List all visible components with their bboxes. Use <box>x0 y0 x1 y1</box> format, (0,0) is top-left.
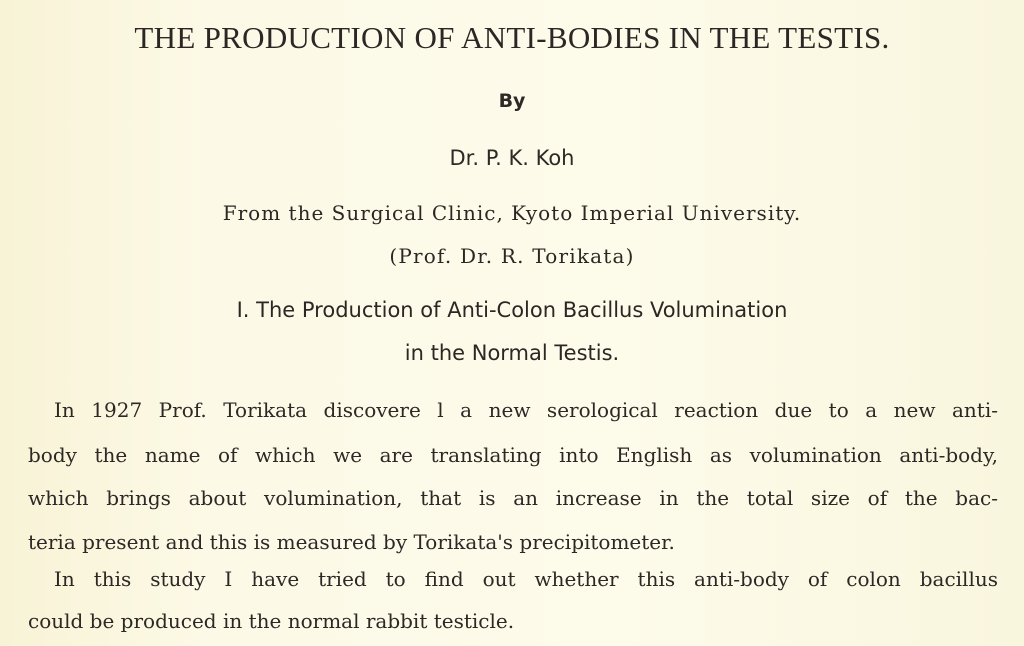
section-heading-line-2: in the Normal Testis. <box>404 341 620 365</box>
body-text-line: body the name of which we are translating into English as volumination anti-body, <box>28 443 998 467</box>
body-text-line: In 1927 Prof. Torikata discovere l a new serological reaction due to a new anti- <box>54 398 998 422</box>
body-text-line: teria present and this is measured by Torikata's precipitometer. <box>28 530 675 554</box>
body-text-line: which brings about volumination, that is an increase in the total size of the bac- <box>28 486 998 510</box>
byline-label: By <box>498 90 526 112</box>
section-heading-line-1: I. The Production of Anti-Colon Bacillus Volumination <box>236 298 788 322</box>
paper-title: THE PRODUCTION OF ANTI-BODIES IN THE TESTIS. <box>134 20 890 55</box>
author-affiliation: From the Surgical Clinic, Kyoto Imperial University. <box>222 201 802 225</box>
body-text-line: could be produced in the normal rabbit testicle. <box>28 609 515 633</box>
clinic-chief: (Prof. Dr. R. Torikata) <box>389 244 635 268</box>
author-name: Dr. P. K. Koh <box>449 146 575 170</box>
body-text-line: In this study I have tried to find out whether this anti-body of colon bacillus <box>54 567 998 591</box>
